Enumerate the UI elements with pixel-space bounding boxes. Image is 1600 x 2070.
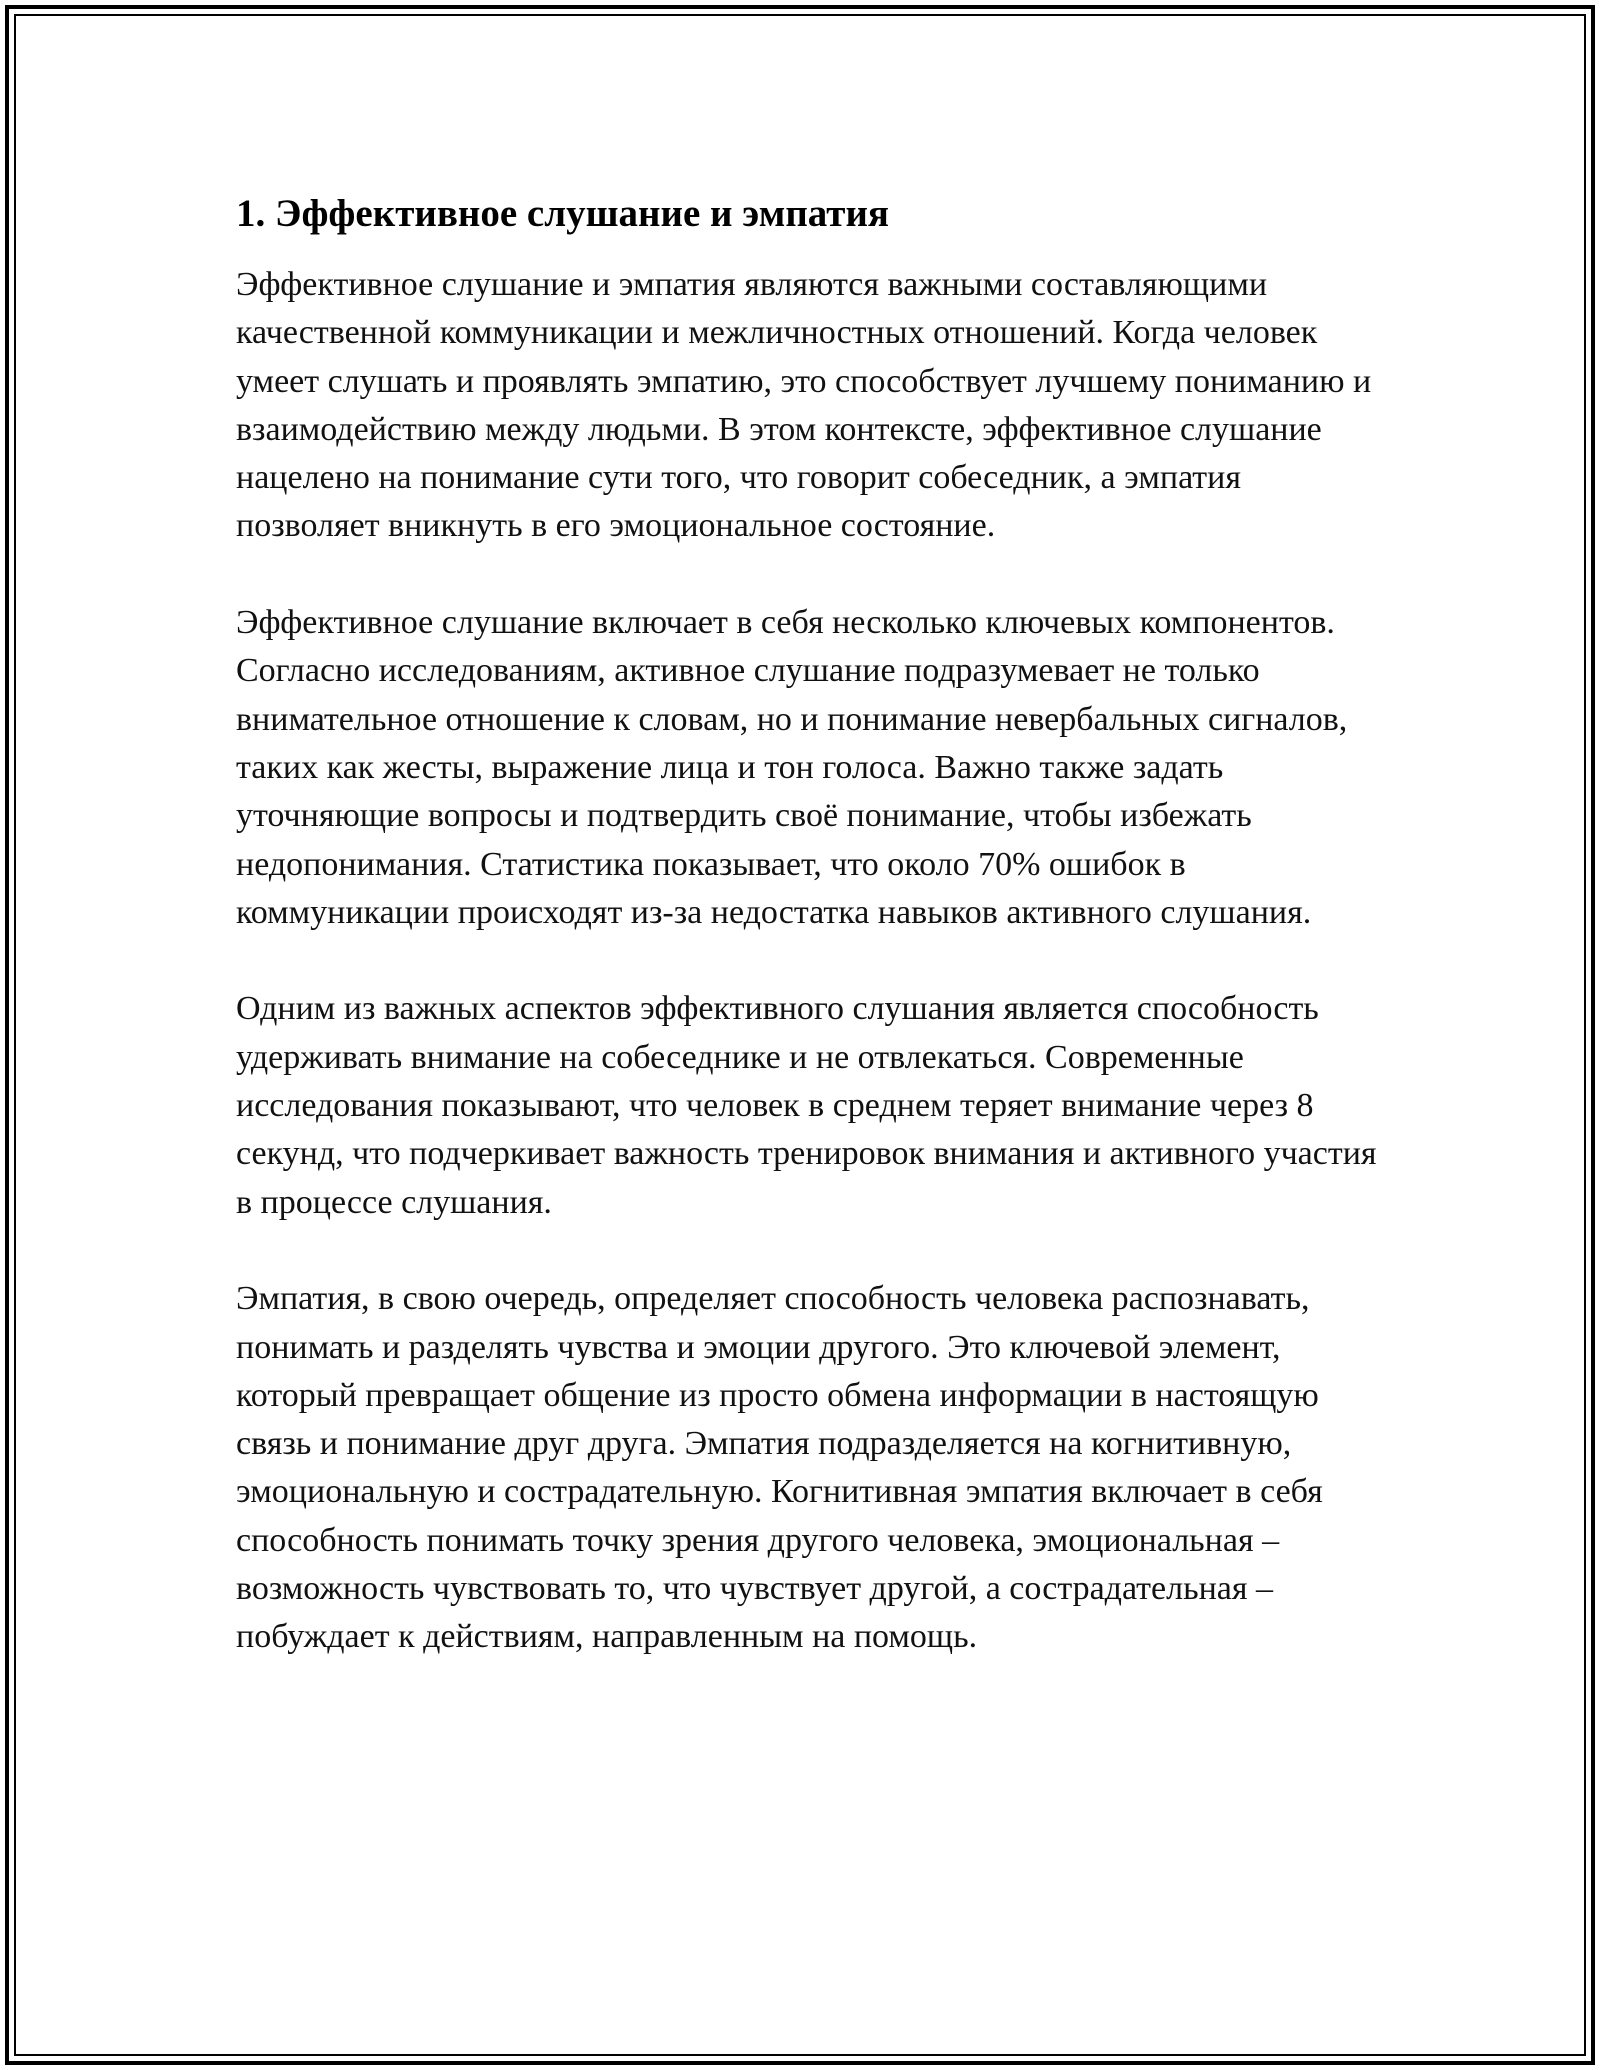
paragraph-empathy: Эмпатия, в свою очередь, определяет способность человека распознавать, понимать и разделять чувства и эмоции другого. Это ключевой элемент, который превращает общение из просто обмена информации в настоящую связь и понимание друг друга. Эмпатия подразделяется на когнитивную, эмоциональную и сострадательную. Когнитивная эмпатия включает в себя способность понимать точку зрения другого человека, эмоциональная – возможность чувствовать то, что чувствует другой, а сострадательная – побуждает к действиям, направленным на помощь. — [236, 1280, 1323, 1656]
paragraph-active-listening: Эффективное слушание включает в себя несколько ключевых компонентов. Согласно исследованиям, активное слушание подразумевает не только внимательное отношение к словам, но и понимание невербальных сигналов, таких как жесты, выражение лица и тон голоса. Важно также задать уточняющие вопросы и подтвердить своё понимание, чтобы избежать недопонимания. Статистика показывает, что около 70% ошибок в коммуникации происходят из-за недостатка навыков активного слушания. — [236, 604, 1348, 931]
section-heading: 1. Эффективное слушание и эмпатия — [236, 192, 890, 235]
document-body — [236, 190, 1386, 1662]
paragraph-attention: Одним из важных аспектов эффективного слушания является способность удерживать внимание на собеседнике и не отвлекаться. Современные исследования показывают, что человек в среднем теряет внимание через 8 секунд, что подчеркивает важность тренировок внимания и активного участия в процессе слушания. — [236, 990, 1377, 1221]
paragraph-intro: Эффективное слушание и эмпатия являются важными составляющими качественной коммуникации и межличностных отношений. Когда человек умеет слушать и проявлять эмпатию, это способствует лучшему пониманию и взаимодействию между людьми. В этом контексте, эффективное слушание нацелено на понимание сути того, что говорит собеседник, а эмпатия позволяет вникнуть в его эмоциональное состояние. — [236, 266, 1372, 545]
